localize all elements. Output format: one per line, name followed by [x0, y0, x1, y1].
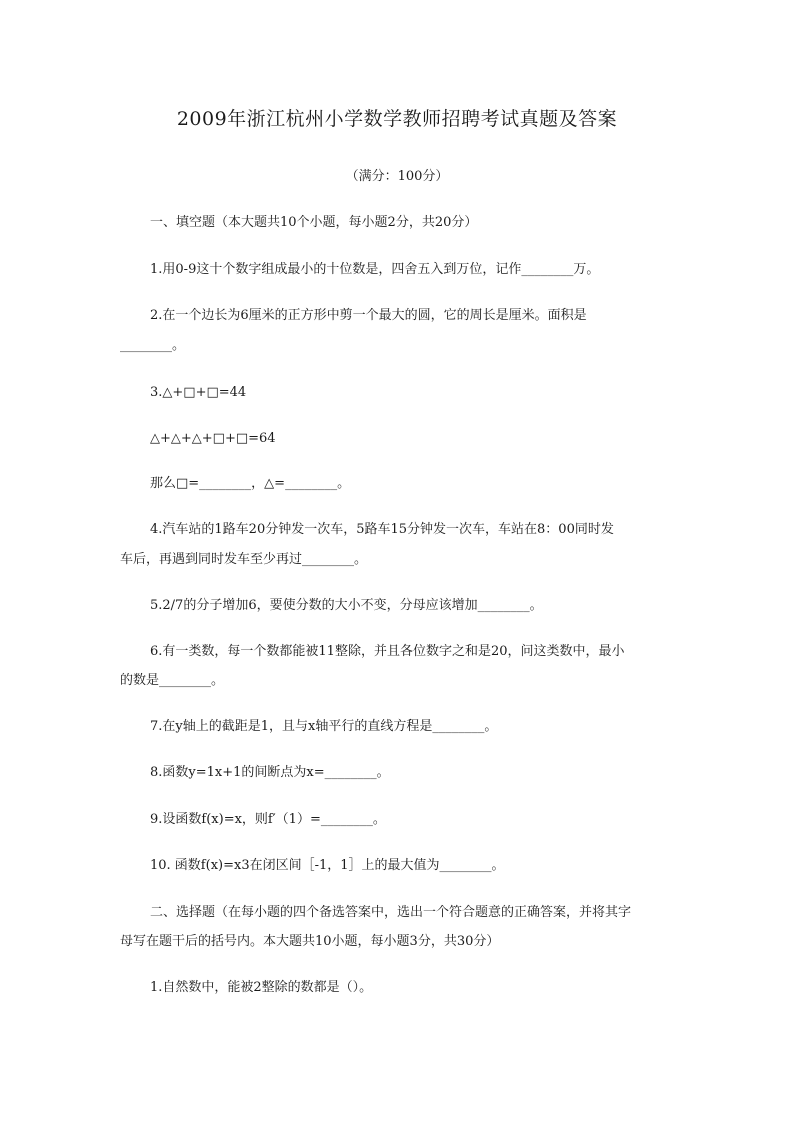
question-1-3: 3.△+□+□=44 [150, 385, 247, 400]
question-1-9: 9.设函数f(x)=x，则f′（1）=________。 [150, 812, 386, 827]
question-1-5: 5.2/7的分子增加6，要使分数的大小不变，分母应该增加________。 [150, 598, 543, 613]
question-1-6: 6.有一类数，每一个数都能被11整除，并且各位数字之和是20，问这类数中，最小 [150, 644, 625, 659]
full-score-note: （满分：100分） [345, 169, 449, 184]
question-1-3-answer-line: 那么□=________，△=________。 [150, 476, 351, 491]
question-1-7: 7.在y轴上的截距是1，且与x轴平行的直线方程是________。 [150, 719, 498, 734]
section-1-heading: 一、填空题（本大题共10个小题，每小题2分，共20分） [150, 215, 478, 230]
question-1-2: 2.在一个边长为6厘米的正方形中剪一个最大的圆，它的周长是厘米。面积是 [150, 308, 587, 323]
question-1-6-continued: 的数是________。 [120, 673, 225, 688]
section-2-heading: 二、选择题（在每小题的四个备选答案中，选出一个符合题意的正确答案，并将其字 [150, 905, 632, 920]
question-1-8: 8.函数y=1x+1的间断点为x=________。 [150, 765, 390, 780]
question-1-1: 1.用0-9这十个数字组成最小的十位数是，四舍五入到万位，记作________万。 [150, 262, 600, 277]
question-1-10: 10. 函数f(x)=x3在闭区间［-1，1］上的最大值为________。 [150, 858, 505, 873]
question-1-4: 4.汽车站的1路车20分钟发一次车，5路车15分钟发一次车，车站在8：00同时发 [150, 522, 614, 537]
question-1-3-equation-2: △+△+△+□+□=64 [150, 431, 276, 446]
section-2-heading-continued: 母写在题干后的括号内。本大题共10小题，每小题3分，共30分） [120, 934, 500, 949]
question-1-2-continued: ________。 [120, 338, 186, 353]
page-title: 2009年浙江杭州小学数学教师招聘考试真题及答案 [176, 108, 618, 130]
question-2-1: 1.自然数中，能被2整除的数都是（）。 [150, 980, 373, 995]
question-1-4-continued: 车后，再遇到同时发车至少再过________。 [120, 552, 368, 567]
